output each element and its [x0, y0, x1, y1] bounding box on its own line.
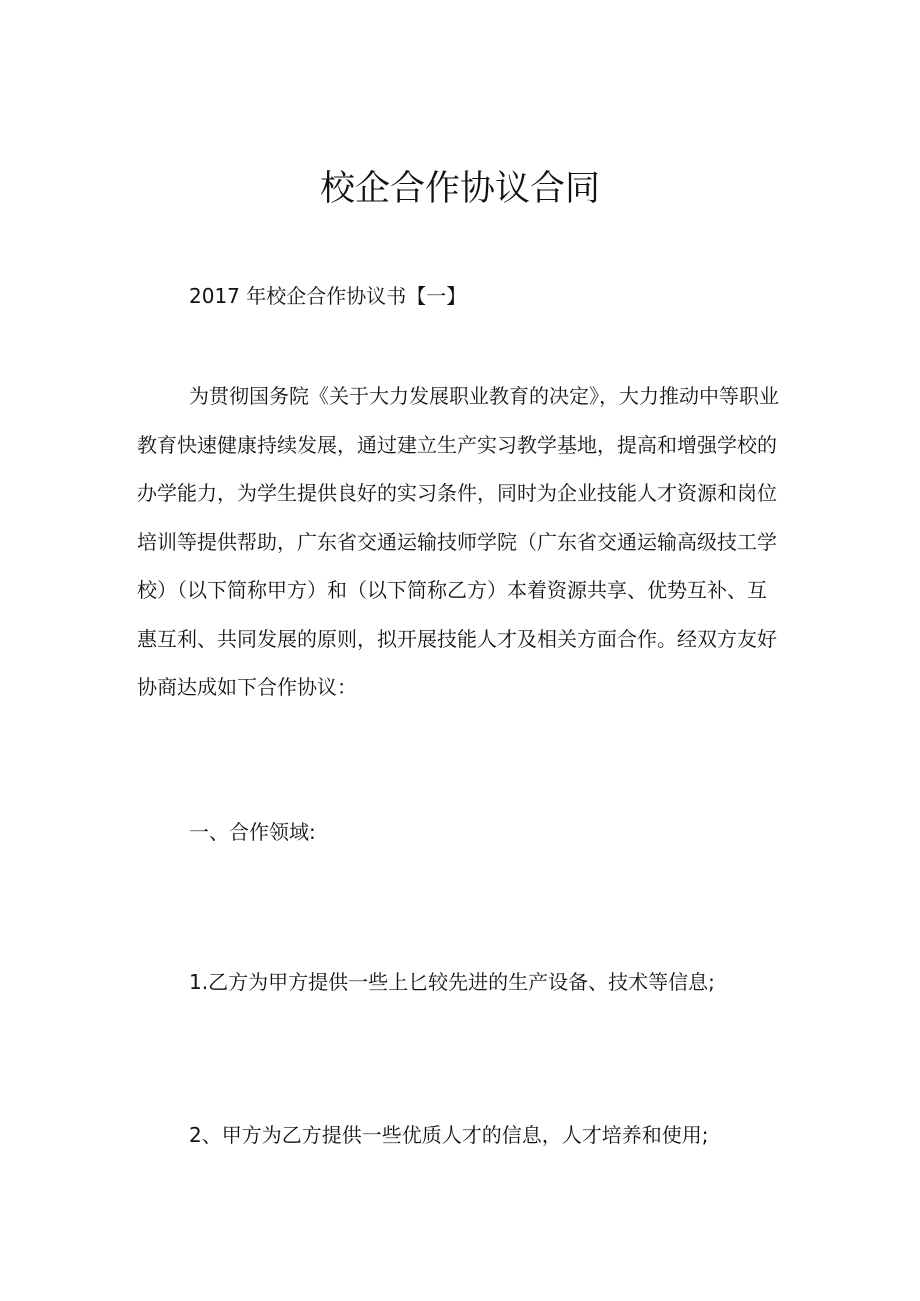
intro-paragraph [137, 372, 787, 712]
document-title: 校企合作协议合同 [319, 169, 600, 209]
intro-line: 教育快速健康持续发展，通过建立生产实习教学基地，提高和增强学校的 [137, 432, 777, 457]
intro-line: 培训等提供帮助，广东省交通运输技师学院（广东省交通运输高级技工学 [137, 529, 777, 554]
list-item: 1.乙方为甲方提供一些上匕较先进的生产设备、技术等信息; [189, 970, 715, 994]
intro-line: 协商达成如下合作协议： [137, 675, 357, 699]
list-item: 2、甲方为乙方提供一些优质人才的信息，人才培养和使用; [189, 1123, 709, 1147]
intro-line: 校）（以下简称甲方）和（以下简称乙方）本着资源共享、优势互补、互 [137, 578, 767, 602]
intro-line: 为贯彻国务院《关于大力发展职业教育的决定》，大力推动中等职业 [189, 384, 779, 408]
agreement-subtitle: 2017 年校企合作协议书【一】 [189, 284, 467, 308]
section-heading-cooperation-areas: 一、合作领域: [189, 820, 316, 844]
intro-line: 惠互利、共同发展的原则，拟开展技能人才及相关方面合作。经双方友好 [137, 626, 777, 651]
intro-line: 办学能力，为学生提供良好的实习条件，同时为企业技能人才资源和岗位 [137, 481, 777, 505]
